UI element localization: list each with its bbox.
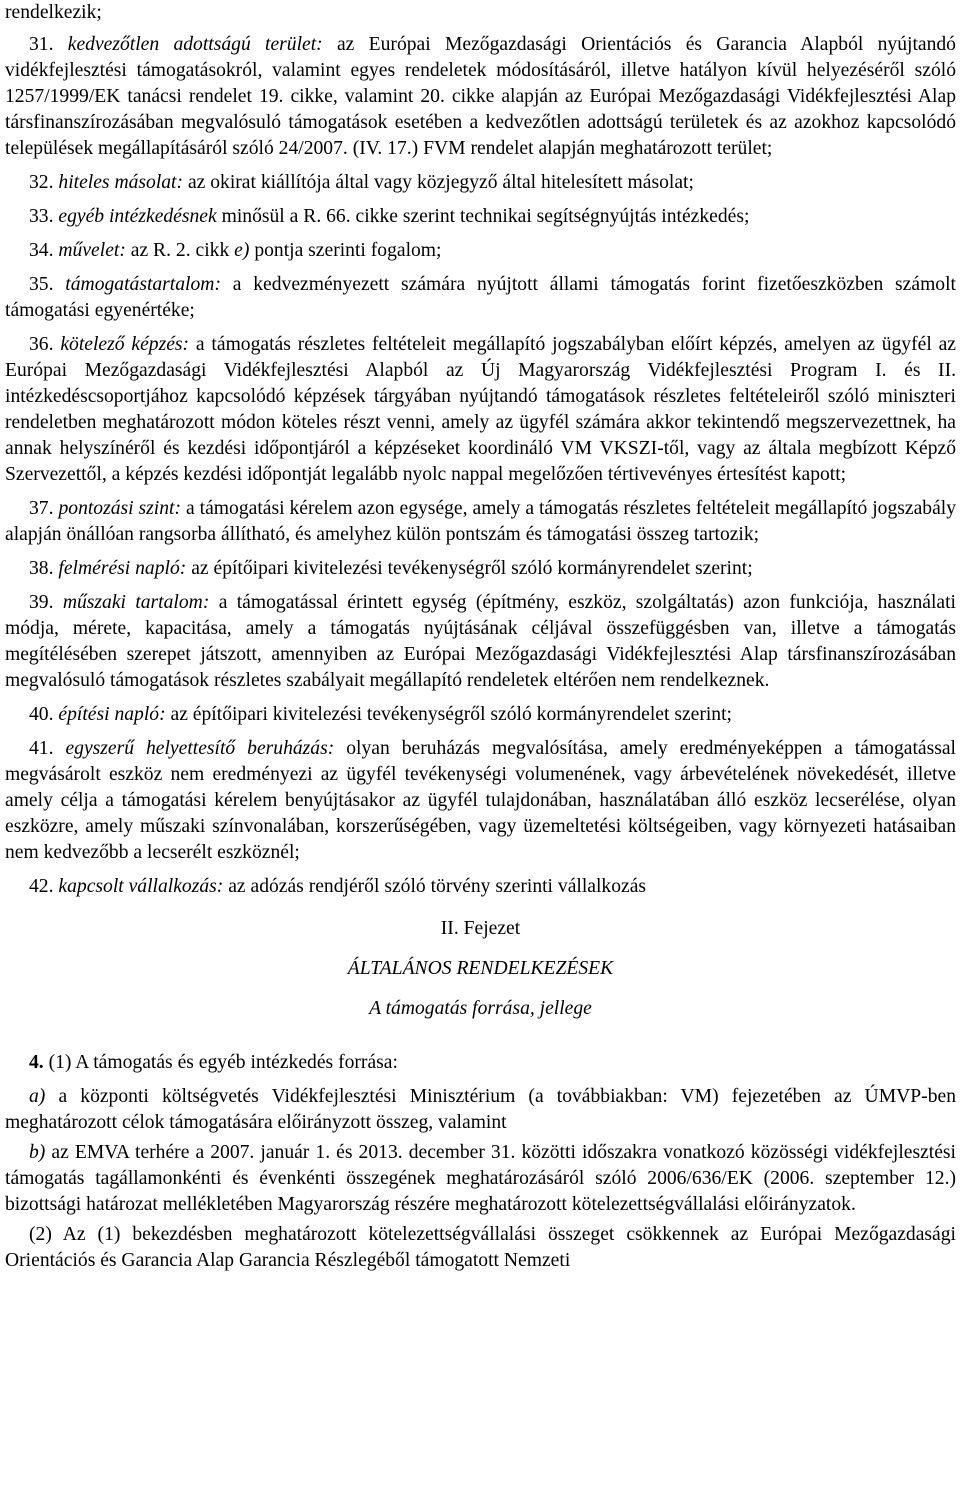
point-label: b) — [29, 1142, 46, 1163]
item-31 — [5, 32, 956, 162]
item-term: felmérési napló: — [58, 558, 187, 579]
item-point-label: e) — [234, 240, 250, 261]
section-4-paragraph-2: (2) Az (1) bekezdésben meghatározott kötelezettségvállalási összeget csökkennek az Európai Mezőgazdasági Orientációs és Garancia Alap Garancia Részlegéből támogatott Nemzeti — [5, 1224, 956, 1271]
item-term: egyéb intézkedésnek — [58, 206, 217, 227]
item-number: 37. — [29, 498, 54, 519]
item-term: építési napló: — [58, 704, 166, 725]
item-text: a támogatási kérelem azon egysége, amely a támogatás részletes feltételeit megállapító jogszabály alapján önállóan rangsorba állítható, és amelyhez külön pontszám és támogatási összeg tartozik; — [5, 498, 957, 545]
item-term: kedvezőtlen adottságú terület: — [67, 34, 323, 55]
item-text: a támogatás részletes feltételeit megállapító jogszabályban előírt képzés, amelyen az ügyfél az Európai Mezőgazdasági Vidékfejlesztési Alapból az Új Magyarország Vidékfejlesztési Program I. és II. intézkedéscsoportjához kapcsolódó képzések tárgyában nyújtandó támogatások részletes feltételeiről szóló miniszteri rendeletben meghatározott módon köteles részt venni, amely az ügyfél számára akkor tekintendő megszervezettnek, ha annak helyszínéről és kezdési időpontjáról a képzéseket koordináló VM VKSZI-től, vagy az általa megbízott Képző Szervezettől, a képzés kezdési időpontját legalább nyolc nappal megelőzően tértivevényes értesítést kapott; — [5, 334, 956, 485]
intro-text: rendelkezik; — [5, 2, 102, 23]
item-text: a kedvezményezett számára nyújtott állami támogatás forint fizetőeszközben számolt támogatási egyenértéke; — [5, 274, 956, 321]
item-40 — [5, 702, 956, 728]
item-number: 34. — [29, 240, 54, 261]
item-41 — [5, 736, 956, 866]
item-number: 32. — [29, 172, 54, 193]
item-text: az építőipari kivitelezési tevékenységről szóló kormányrendelet szerint; — [170, 704, 732, 725]
item-number: 36. — [29, 334, 54, 355]
section-title-text: A támogatás forrása, jellege — [369, 998, 592, 1019]
item-33 — [5, 204, 956, 230]
point-text: az EMVA terhére a 2007. január 1. és 2013. december 31. közötti időszakra vonatkozó közösségi vidékfejlesztési támogatás tagállamonkénti és évenkénti összegének meghatározásáról szóló 2006/636/EK (2006. szeptember 12.) bizottsági határozat mellékletében Magyarország részére meghatározott kötelezettségvállalási előirányzatok. — [5, 1142, 956, 1215]
item-number: 33. — [29, 206, 54, 227]
item-35 — [5, 272, 956, 324]
item-term: támogatástartalom: — [65, 274, 221, 295]
section-4-lead — [5, 1050, 956, 1076]
item-number: 38. — [29, 558, 54, 579]
item-text: a támogatással érintett egység (építmény, eszköz, szolgáltatás) azon funkciója, használati módja, mérete, kapacitása, amely a támogatás nyújtásának céljával összefüggésben van, illetve a támogatás megítélésében szerepet játszott, amennyiben az Európai Mezőgazdasági Vidékfejlesztési Alap társfinanszírozásában megvalósuló támogatások részletes szabályait megállapító rendeletek eltérően nem rendelkeznek. — [5, 592, 956, 691]
point-text: a központi költségvetés Vidékfejlesztési Minisztérium (a továbbiakban: VM) fejezetében az ÚMVP-ben meghatározott célok támogatására előirányzott összeg, valamint — [5, 1086, 956, 1133]
item-number: 41. — [29, 738, 54, 759]
item-term: műszaki tartalom: — [62, 592, 210, 613]
chapter-heading: II. Fejezet — [440, 918, 521, 939]
item-text: az okirat kiállítója által vagy közjegyző által hitelesített másolat; — [187, 172, 694, 193]
item-number: 40. — [29, 704, 54, 725]
item-term: hiteles másolat: — [58, 172, 184, 193]
item-term: egyszerű helyettesítő beruházás: — [65, 738, 335, 759]
item-term: kapcsolt vállalkozás: — [58, 876, 224, 897]
item-32 — [5, 170, 956, 196]
section-lead-text: (1) A támogatás és egyéb intézkedés forrása: — [48, 1052, 398, 1073]
item-text: az adózás rendjéről szóló törvény szerinti vállalkozás — [228, 876, 647, 897]
section-4-point-a — [5, 1084, 956, 1136]
item-text: az R. 2. cikk — [130, 240, 230, 261]
item-37 — [5, 496, 956, 548]
item-39 — [5, 590, 956, 694]
item-text: olyan beruházás megvalósítása, amely eredményeképpen a támogatással megvásárolt eszköz nem eredményezi az ügyfél tevékenységi volumenének, vagy árbevételének növekedését, illetve amely célja a támogatási kérelem benyújtásakor az ügyfél tulajdonában, használatában álló eszköz lecserélése, olyan eszközre, amely műszaki színvonalában, korszerűségében, vagy üzemeltetési költségeiben, vagy környezeti hatásaiban nem kedvezőbb a lecserélt eszköznél; — [5, 738, 957, 863]
item-term: művelet: — [58, 240, 126, 261]
item-number: 39. — [29, 592, 54, 613]
item-36 — [5, 332, 956, 488]
item-42 — [5, 874, 956, 900]
item-34 — [5, 238, 956, 264]
item-text: minősül a R. 66. cikke szerint technikai segítségnyújtás intézkedés; — [221, 206, 750, 227]
section-number: 4. — [29, 1052, 44, 1073]
point-label: a) — [29, 1086, 46, 1107]
item-number: 31. — [29, 34, 54, 55]
section-4-point-b — [5, 1140, 956, 1218]
chapter-title-text: ÁLTALÁNOS RENDELKEZÉSEK — [347, 958, 614, 979]
item-38 — [5, 556, 956, 582]
item-term: kötelező képzés: — [60, 334, 190, 355]
chapter-title — [5, 956, 956, 982]
item-term: pontozási szint: — [58, 498, 182, 519]
item-text: az Európai Mezőgazdasági Orientációs és Garancia Alapból nyújtandó vidékfejlesztési támogatásokról, valamint egyes rendeletek módosításáról, illetve hatályon kívül helyezéséről szóló 1257/1999/EK tanácsi rendelet 19. cikke, valamint 20. cikke alapján az Európai Mezőgazdasági Vidékfejlesztési Alap társfinanszírozásában megvalósuló támogatások esetében a kedvezőtlen adottságú területek és az azokhoz kapcsolódó települések megállapításáról szóló 24/2007. (IV. 17.) FVM rendelet alapján meghatározott terület; — [5, 34, 956, 159]
item-text: pontja szerinti fogalom; — [254, 240, 442, 261]
section-title — [5, 996, 956, 1022]
item-text: az építőipari kivitelezési tevékenységről szóló kormányrendelet szerint; — [191, 558, 753, 579]
item-number: 35. — [29, 274, 54, 295]
item-number: 42. — [29, 876, 54, 897]
